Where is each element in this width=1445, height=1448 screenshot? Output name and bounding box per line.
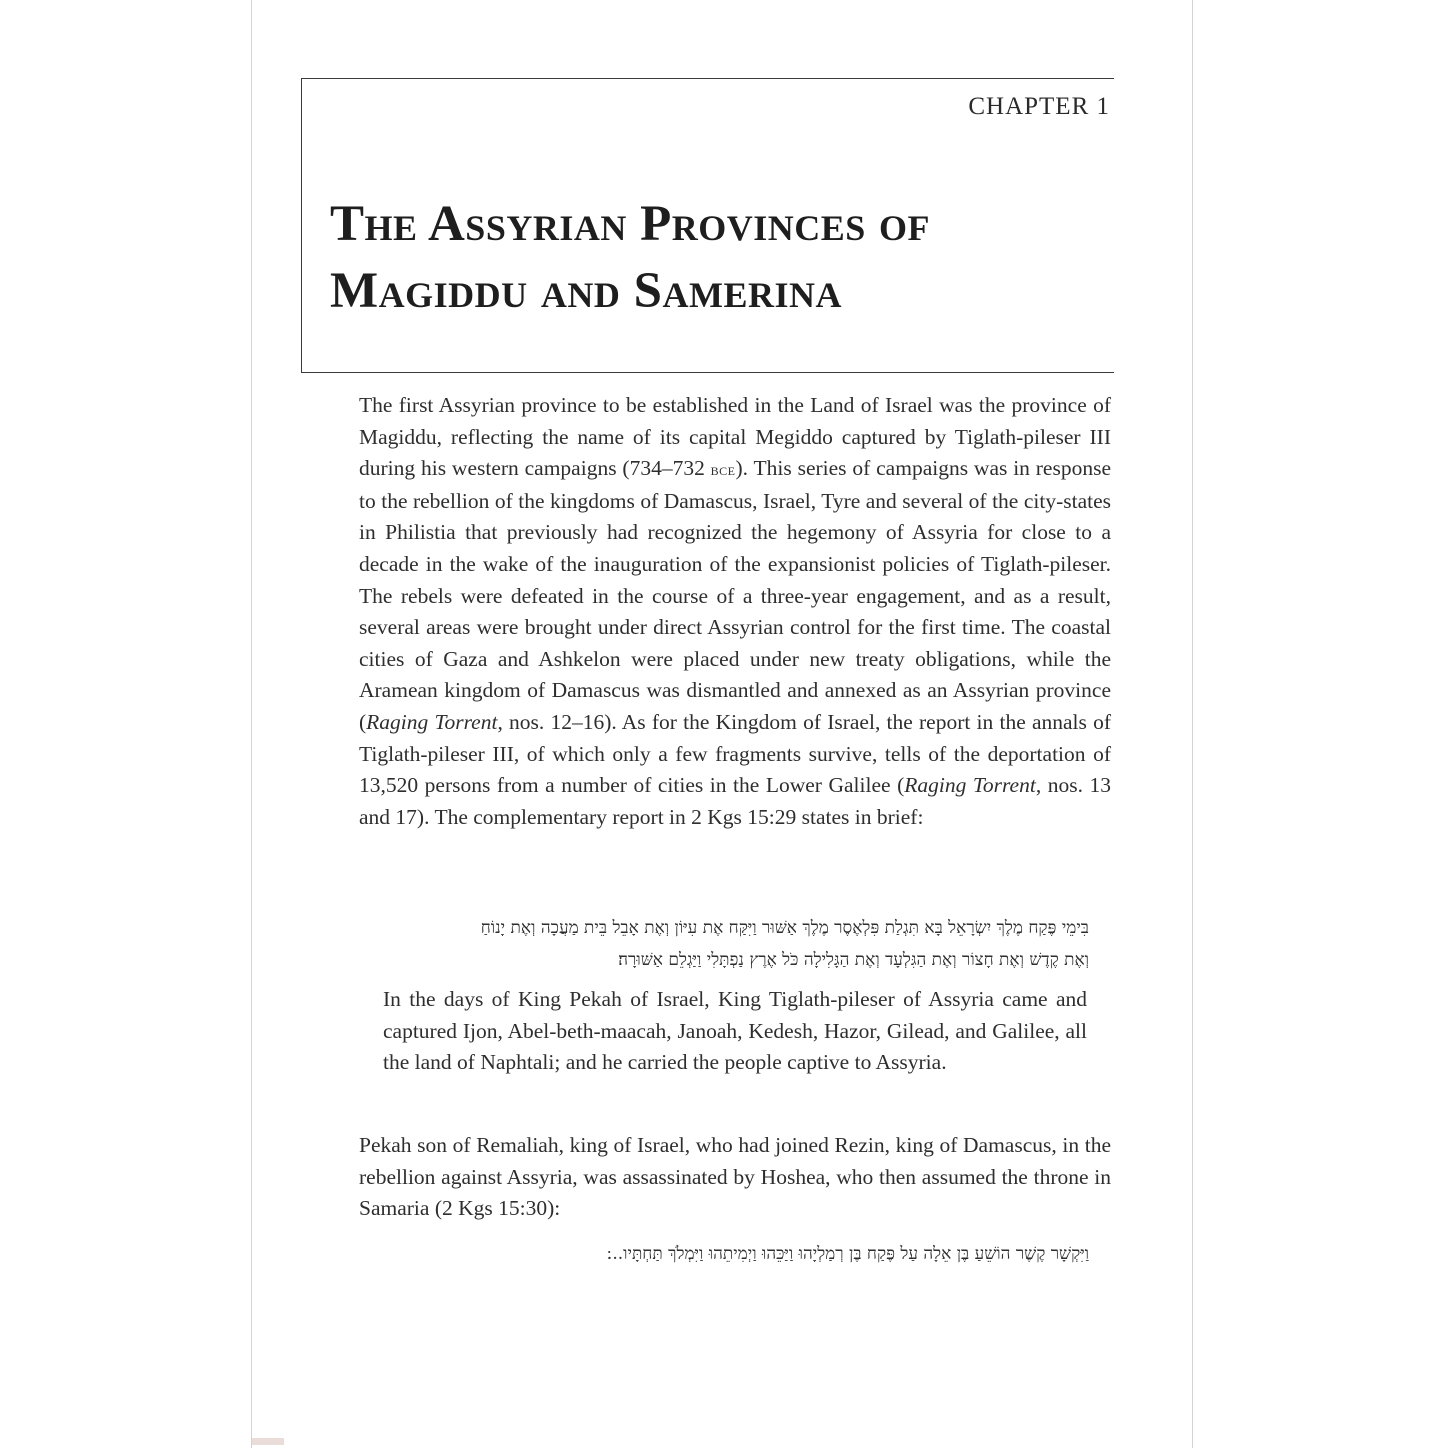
hebrew-line-2: וְאֶת קֶדֶשׁ וְאֶת חָצוֹר וְאֶת הַגִּלְעָד וְאֶת הַגָּלִילָה כֹּל אֶרֶץ נַפְתָּלִי וַיַּגְלֵם אַשּׁוּרָה׃ bbox=[618, 950, 1089, 970]
chapter-title-line-2: Magiddu and Samerina bbox=[330, 263, 842, 319]
page-corner-mark bbox=[252, 1438, 284, 1445]
chapter-number: CHAPTER 1 bbox=[968, 93, 1110, 120]
paragraph-1-part-c: , nos. 12–16). As for the Kingdom of Israel, the report in the annals of Tiglath-pileser III, of which only a few fragments survive, tells of the deportation of 13,520 persons from a number of cities in the Lower Galilee ( bbox=[359, 709, 1112, 798]
translation-blockquote: In the days of King Pekah of Israel, King Tiglath-pileser of Assyria came and captured Ijon, Abel-beth-maacah, Janoah, Kedesh, Hazor, Gilead, and Galilee, all the land of Naphtali; and he carried the people captive to Assyria. bbox=[383, 987, 1087, 1075]
chapter-header-box bbox=[301, 78, 1114, 373]
hebrew-line-1: בִּימֵי פֶּקַח מֶלֶךְ יִשְׂרָאֵל בָּא תִּגְלַת פִּלְאֶסֶר מֶלֶךְ אַשּׁוּר וַיִּקַּח אֶת עִיּוֹן וְאֶת אָבֵל בֵּית מַעֲכָה וְאֶת יָנוֹחַ bbox=[480, 918, 1089, 938]
chapter-title bbox=[330, 191, 930, 325]
hebrew-quotation-1 bbox=[359, 912, 1089, 976]
paragraph-1-part-d: , nos. 13 and 17). The complementary report in 2 Kgs 15:29 states in brief: bbox=[359, 773, 1111, 829]
chapter-title-line-1: The Assyrian Provinces of bbox=[330, 196, 931, 252]
reference-title: Raging Torrent bbox=[904, 773, 1036, 798]
paragraph-2-text: Pekah son of Remaliah, king of Israel, who had joined Rezin, king of Damascus, in the rebellion against Assyria, was assassinated by Hoshea, who then assumed the throne in Samaria (2 Kgs 15:30): bbox=[359, 1133, 1111, 1221]
paragraph-1-part-a: The first Assyrian province to be established in the Land of Israel was the province of Magiddu, reflecting the name of its capital Megiddo captured by Tiglath-pileser III during his western campaigns (734–732 bbox=[359, 393, 1111, 481]
paragraph-1-part-b: ). This series of campaigns was in response to the rebellion of the kingdoms of Damascus, Israel, Tyre and several of the city-states in Philistia that previously had recognized the hegemony of Assyria for close to a decade in the wake of the inauguration of the expansionist policies of Tiglath-pileser. The rebels were defeated in the course of a three-year engagement, and as a result, several areas were brought under direct Assyrian control for the first time. The coastal cities of Gaza and Ashkelon were placed under new treaty obligations, while the Aramean kingdom of Damascus was dismantled and annexed as an Assyrian province ( bbox=[359, 456, 1112, 734]
body-paragraph-1 bbox=[359, 390, 1111, 833]
body-paragraph-2 bbox=[359, 1130, 1111, 1225]
era-abbreviation: bce bbox=[710, 459, 736, 480]
hebrew-quotation-2: וַיִּקְשָׁר קֶשֶׁר הוֹשֵׁעַ בֶּן אֵלָה עַל פֶּקַח בֶּן רְמַלְיָהוּ וַיַּכֵּהוּ וַיְמִיתֵהוּ וַיִּמְלֹךְ תַּחְתָּיו...׃ bbox=[606, 1244, 1089, 1264]
reference-title: Raging Torrent bbox=[366, 709, 498, 734]
